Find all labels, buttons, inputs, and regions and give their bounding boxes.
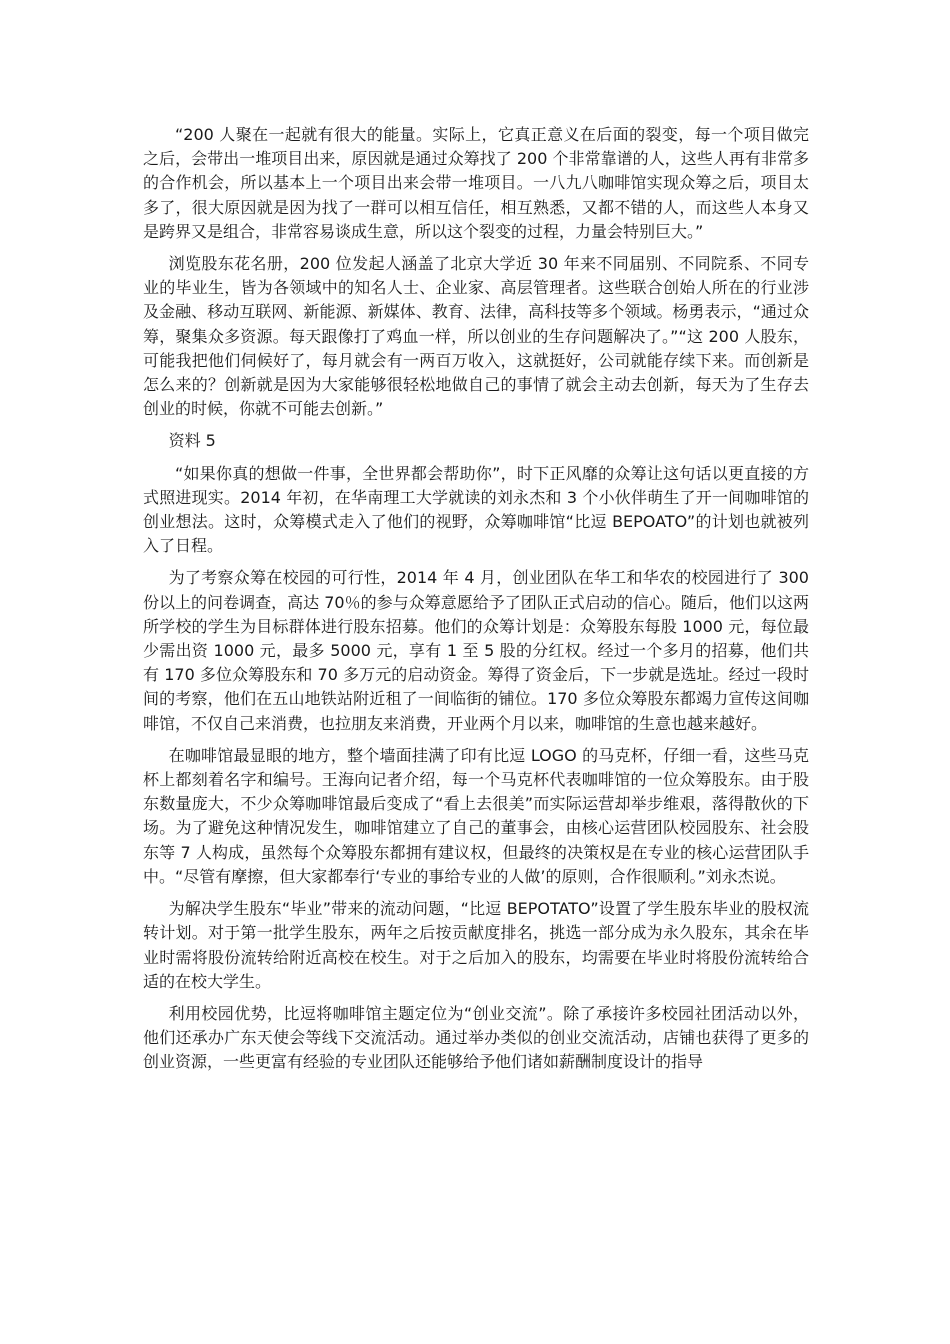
paragraph-mug-wall: 在咖啡馆最显眼的地方，整个墙面挂满了印有比逗 LOGO 的马克杯，仔细一看，这些马克杯上都刻着名字和编号。王海向记者介绍，每一个马克杯代表咖啡馆的一位众筹股东。由于股东数量庞大，不少众筹咖啡馆最后变成了“看上去很美”而实际运营却举步维艰，落得散伙的下场。为了避免这种情况发生，咖啡馆建立了自己的董事会，由核心运营团队校园股东、社会股东等 7 人构成，虽然每个众筹股东都拥有建议权，但最终的决策权是在专业的核心运营团队手中。“尽管有摩擦，但大家都奉行‘专业的事给专业的人做’的原则，合作很顺利。”刘永杰说。 bbox=[143, 745, 809, 886]
paragraph-shareholder-roster: 浏览股东花名册，200 位发起人涵盖了北京大学近 30 年来不同届别、不同院系、不同专业的毕业生，皆为各领域中的知名人士、企业家、高层管理者。这些联合创始人所在的行业涉及金融、移动互联网、新能源、新媒体、教育、法律，高科技等多个领域。杨勇表示，“通过众筹，聚集众多资源。每天跟像打了鸡血一样，所以创业的生存问题解决了。”“这 200 人股东，可能我把他们伺候好了，每月就会有一两百万收入，这就挺好，公司就能存续下来。而创新是怎么来的？创新就是因为大家能够很轻松地做自己的事情了就会主动去创新，每天为了生存去创业的时候，你就不可能去创新。” bbox=[143, 254, 809, 419]
paragraph-equity-transfer: 为解决学生股东“毕业”带来的流动问题，“比逗 BEPOTATO”设置了学生股东毕业的股权流转计划。对于第一批学生股东，两年之后按贡献度排名，挑选一部分成为永久股东，其余在毕业时需将股份流转给附近高校在校生。对于之后加入的股东，均需要在毕业时将股份流转给合适的在校大学生。 bbox=[143, 899, 809, 991]
paragraph-startup-exchange: 利用校园优势，比逗将咖啡馆主题定位为“创业交流”。除了承接许多校园社团活动以外，他们还承办广东天使会等线下交流活动。通过举办类似的创业交流活动，店铺也获得了更多的创业资源，一些更富有经验的专业团队还能够给予他们诸如薪酬制度设计的指导 bbox=[143, 1003, 809, 1072]
section-heading-material-5: 资料 5 bbox=[168, 431, 216, 451]
paragraph-campus-survey: 为了考察众筹在校园的可行性，2014 年 4 月，创业团队在华工和华农的校园进行了 300 份以上的问卷调查，高达 70％的参与众筹意愿给予了团队正式启动的信心。随后，他们以这两所学校的学生为目标群体进行股东招募。他们的众筹计划是：众筹股东每股 1000 元，每位最少需出资 1000 元，最多 5000 元，享有 1 至 5 股的分红权。经过一个多月的招募，他们共有 170 多位众筹股东和 70 多万元的启动资金。筹得了资金后，下一步就是选址。经过一段时间的考察，他们在五山地铁站附近租了一间临街的铺位。170 多位众筹股东都竭力宣传这间咖啡馆，不仅自己来消费，也拉朋友来消费，开业两个月以来，咖啡馆的生意也越来越好。 bbox=[143, 568, 809, 733]
paragraph-quote-200-people: “200 人聚在一起就有很大的能量。实际上，它真正意义在后面的裂变，每一个项目做完之后，会带出一堆项目出来，原因就是通过众筹找了 200 个非常靠谱的人，这些人再有非常多的合作机会，所以基本上一个项目出来会带一堆项目。一八九八咖啡馆实现众筹之后，项目太多了，很大原因就是因为找了一群可以相互信任，相互熟悉，又都不错的人，而这些人本身又是跨界又是组合，非常容易谈成生意，所以这个裂变的过程，力量会特别巨大。” bbox=[143, 125, 809, 241]
document-body bbox=[143, 123, 809, 1083]
paragraph-bepoato-intro: “如果你真的想做一件事，全世界都会帮助你”，时下正风靡的众筹让这句话以更直接的方式照进现实。2014 年初，在华南理工大学就读的刘永杰和 3 个小伙伴萌生了开一间咖啡馆的创业想法。这时，众筹模式走入了他们的视野，众筹咖啡馆“比逗 BEPOATO”的计划也就被列入了日程。 bbox=[143, 463, 809, 556]
